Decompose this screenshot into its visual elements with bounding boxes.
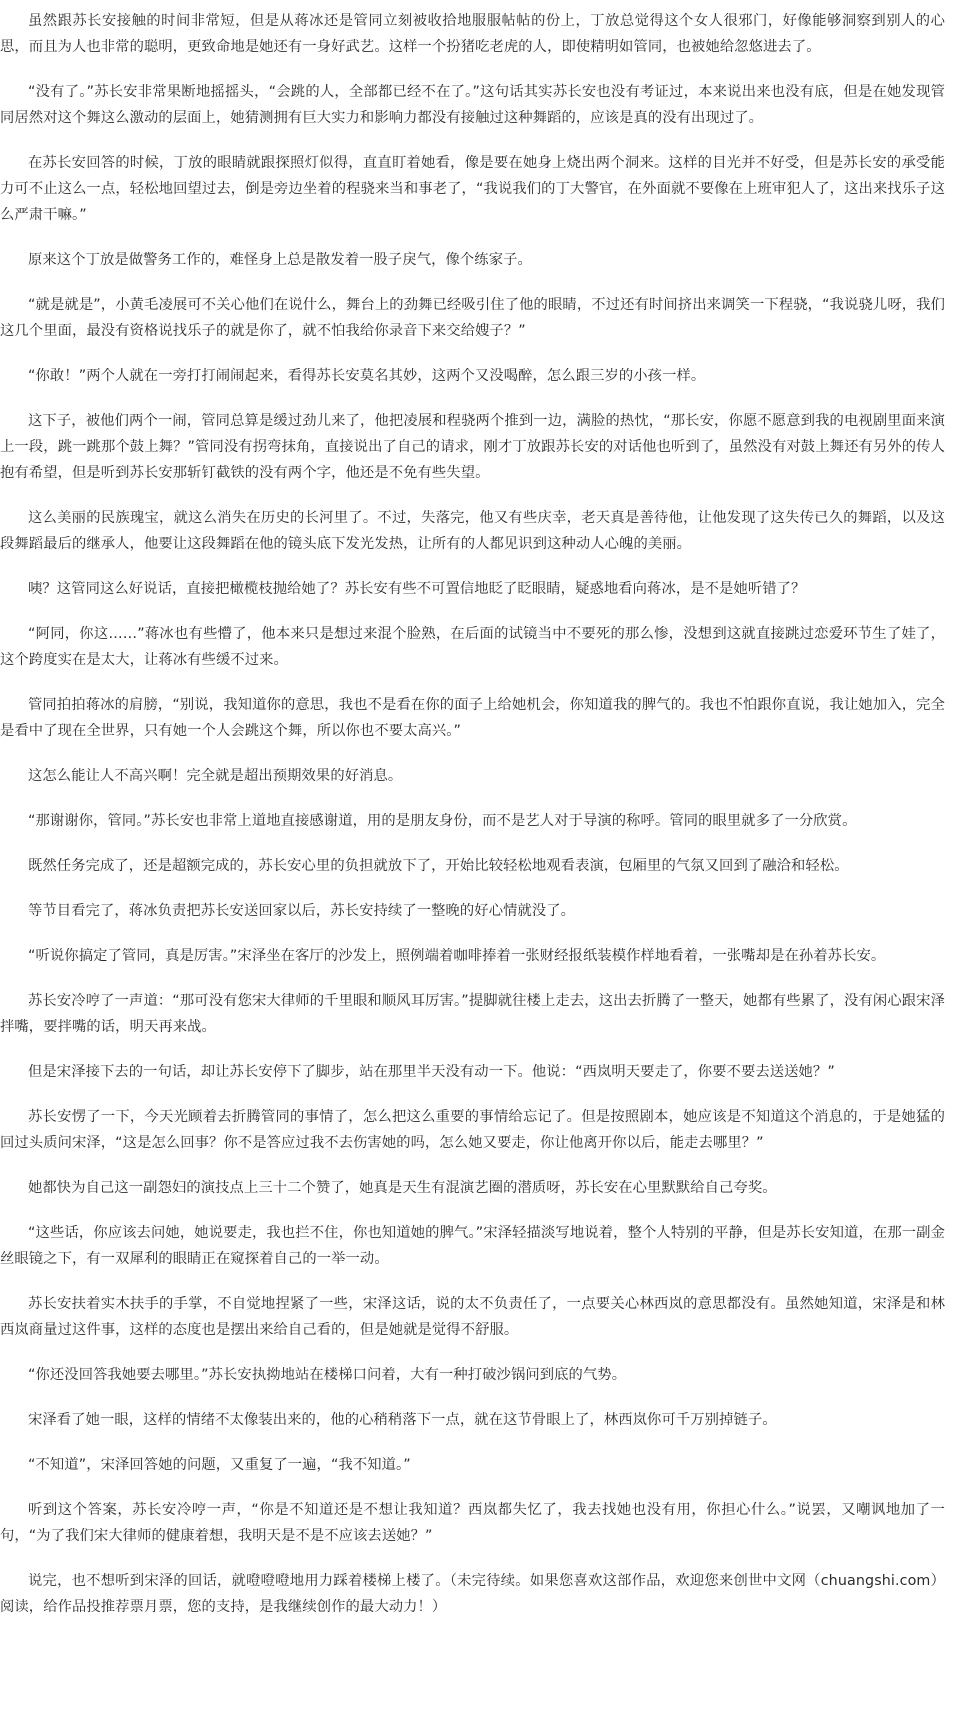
paragraph: 咦？这管同这么好说话，直接把橄榄枝抛给她了？苏长安有些不可置信地眨了眨眼睛，疑惑地看向蒋冰，是不是她听错了？ [28, 581, 806, 597]
paragraph: “不知道”，宋泽回答她的问题，又重复了一遍，“我不知道。” [28, 1457, 411, 1473]
paragraph-footer-note: 说完，也不想听到宋泽的回话，就噔噔噔地用力踩着楼梯上楼了。（未完待续。如果您喜欢这部作品，欢迎您来创世中文网（chuangshi.com）阅读，给作品投推荐票月票，您的支持，是我继续创作的最大动力！） [0, 1573, 945, 1615]
paragraph: 她都快为自己这一副怨妇的演技点上三十二个赞了，她真是天生有混演艺圈的潜质呀，苏长安在心里默默给自己夸奖。 [28, 1180, 777, 1196]
paragraph: “阿同，你这……”蒋冰也有些懵了，他本来只是想过来混个脸熟，在后面的试镜当中不要死的那么惨，没想到这就直接跳过恋爱环节生了娃了，这个跨度实在是太大，让蒋冰有些缓不过来。 [0, 626, 945, 668]
paragraph: 在苏长安回答的时候，丁放的眼睛就跟探照灯似得，直直盯着她看，像是要在她身上烧出两个洞来。这样的目光并不好受，但是苏长安的承受能力可不止这么一点，轻松地回望过去，倒是旁边坐着的程骁来当和事老了，“我说我们的丁大警官，在外面就不要像在上班审犯人了，这出来找乐子这么严肃干嘛。” [0, 155, 945, 223]
paragraph: “听说你搞定了管同，真是厉害。”宋泽坐在客厅的沙发上，照例端着咖啡捧着一张财经报纸装模作样地看着，一张嘴却是在孙着苏长安。 [28, 948, 886, 964]
paragraph: 原来这个丁放是做警务工作的，难怪身上总是散发着一股子戾气，像个练家子。 [28, 252, 532, 268]
paragraph: 管同拍拍蒋冰的肩膀，“别说，我知道你的意思，我也不是看在你的面子上给她机会，你知道我的脾气的。我也不怕跟你直说，我让她加入，完全是看中了现在全世界，只有她一个人会跳这个舞，所以你也不要太高兴。” [0, 697, 945, 739]
paragraph: 苏长安愣了一下，今天光顾着去折腾管同的事情了，怎么把这么重要的事情给忘记了。但是按照剧本，她应该是不知道这个消息的，于是她猛的回过头质问宋泽，“这是怎么回事？你不是答应过我不去伤害她的吗，怎么她又要走，你让他离开你以后，能走去哪里？” [0, 1109, 945, 1151]
paragraph: 苏长安扶着实木扶手的手掌，不自觉地捏紧了一些，宋泽这话，说的太不负责任了，一点要关心林西岚的意思都没有。虽然她知道，宋泽是和林西岚商量过这件事，这样的态度也是摆出来给自己看的，但是她就是觉得不舒服。 [0, 1296, 945, 1338]
paragraph: 宋泽看了她一眼，这样的情绪不太像装出来的，他的心稍稍落下一点，就在这节骨眼上了，林西岚你可千万别掉链子。 [28, 1412, 777, 1428]
paragraph: 这下子，被他们两个一闹，管同总算是缓过劲儿来了，他把凌展和程骁两个推到一边，满脸的热忱，“那长安，你愿不愿意到我的电视剧里面来演上一段，跳一跳那个鼓上舞？”管同没有拐弯抹角，直接说出了自己的请求，刚才丁放跟苏长安的对话他也听到了，虽然没有对鼓上舞还有另外的传人抱有希望，但是听到苏长安那斩钉截铁的没有两个字，他还是不免有些失望。 [0, 413, 945, 481]
paragraph: “那谢谢你，管同。”苏长安也非常上道地直接感谢道，用的是朋友身份，而不是艺人对于导演的称呼。管同的眼里就多了一分欣赏。 [28, 813, 857, 829]
paragraph: 苏长安冷哼了一声道：“那可没有您宋大律师的千里眼和顺风耳厉害。”提脚就往楼上走去，这出去折腾了一整天，她都有些累了，没有闲心跟宋泽拌嘴，要拌嘴的话，明天再来战。 [0, 993, 945, 1035]
paragraph: “你敢！”两个人就在一旁打打闹闹起来，看得苏长安莫名其妙，这两个又没喝醉，怎么跟三岁的小孩一样。 [28, 368, 706, 384]
paragraph: 等节目看完了，蒋冰负责把苏长安送回家以后，苏长安持续了一整晚的好心情就没了。 [28, 903, 576, 919]
paragraph: “这些话，你应该去问她，她说要走，我也拦不住，你也知道她的脾气。”宋泽轻描淡写地说着，整个人特别的平静，但是苏长安知道，在那一副金丝眼镜之下，有一双犀利的眼睛正在窥探着自己的一举一动。 [0, 1225, 945, 1267]
paragraph: 既然任务完成了，还是超额完成的，苏长安心里的负担就放下了，开始比较轻松地观看表演，包厢里的气氛又回到了融洽和轻松。 [28, 858, 849, 874]
paragraph: “你还没回答我她要去哪里。”苏长安执拗地站在楼梯口问着，大有一种打破沙锅问到底的气势。 [28, 1367, 627, 1383]
paragraph: 这怎么能让人不高兴啊！完全就是超出预期效果的好消息。 [28, 768, 403, 784]
paragraph: 虽然跟苏长安接触的时间非常短，但是从蒋冰还是管同立刻被收拾地服服帖帖的份上，丁放总觉得这个女人很邪门，好像能够洞察到别人的心思，而且为人也非常的聪明，更致命地是她还有一身好武艺。这样一个扮猪吃老虎的人，即使精明如管同，也被她给忽悠进去了。 [0, 13, 945, 55]
paragraph: 但是宋泽接下去的一句话，却让苏长安停下了脚步，站在那里半天没有动一下。他说：“西岚明天要走了，你要不要去送送她？” [28, 1064, 835, 1080]
paragraph: “就是就是”，小黄毛凌展可不关心他们在说什么，舞台上的劲舞已经吸引住了他的眼睛，不过还有时间挤出来调笑一下程骁，“我说骁儿呀，我们这几个里面，最没有资格说找乐子的就是你了，就不怕我给你录音下来交给嫂子？” [0, 297, 945, 339]
paragraph: 这么美丽的民族瑰宝，就这么消失在历史的长河里了。不过，失落完，他又有些庆幸，老天真是善待他，让他发现了这失传已久的舞蹈，以及这段舞蹈最后的继承人，他要让这段舞蹈在他的镜头底下发光发热，让所有的人都见识到这种动人心魄的美丽。 [0, 510, 945, 552]
paragraph: 听到这个答案，苏长安冷哼一声，“你是不知道还是不想让我知道？西岚都失忆了，我去找她也没有用，你担心什么。”说罢，又嘲讽地加了一句，“为了我们宋大律师的健康着想，我明天是不是不应该去送她？” [0, 1502, 945, 1544]
paragraph: “没有了。”苏长安非常果断地摇摇头，“会跳的人，全部都已经不在了。”这句话其实苏长安也没有考证过，本来说出来也没有底，但是在她发现管同居然对这个舞这么激动的层面上，她猜测拥有巨大实力和影响力都没有接触过这种舞蹈的，应该是真的没有出现过了。 [0, 84, 945, 126]
